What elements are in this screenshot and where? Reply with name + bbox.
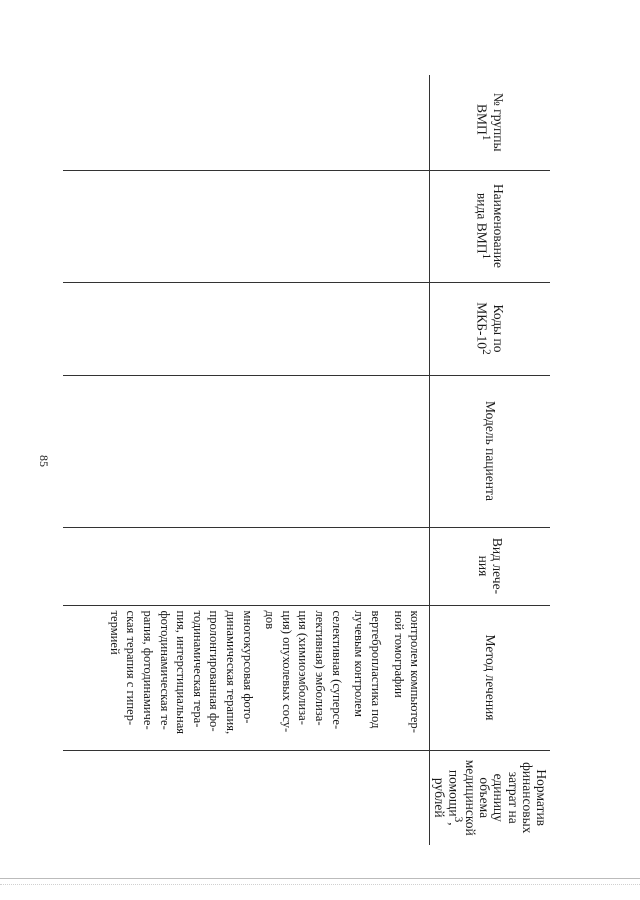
header-vmp-name <box>430 170 550 282</box>
header-treatment-method <box>430 605 550 750</box>
header-icd-codes-sup: 2 <box>480 349 493 355</box>
method-item: селективная (суперсе-лективная) эмболиза-ция (химиоэмболиза-ция) опухолевых сосу-дов <box>263 610 344 733</box>
table-row <box>63 75 430 845</box>
method-item: контролем компьютер-ной томографии <box>391 610 423 733</box>
cell-treatment-method <box>63 605 430 750</box>
header-vmp-name-label: Наименование вида ВМП <box>474 183 507 269</box>
header-financial-norm-unit: , рублей <box>432 777 462 826</box>
rotated-table-container <box>80 75 550 845</box>
cell-icd-codes <box>63 282 430 375</box>
cell-treatment-type <box>63 527 430 605</box>
header-vmp-name-sup: 1 <box>480 253 493 260</box>
vmp-table <box>63 75 550 845</box>
scan-edge-dotted-line <box>0 884 640 886</box>
header-financial-norm-sup: 3 <box>451 816 464 823</box>
table-header-row <box>430 75 550 845</box>
header-financial-norm-label: Норматив финансовых затрат на единицу объема медицинской помощи <box>446 759 549 836</box>
header-treatment-type-label: Вид лече-ния <box>476 537 506 595</box>
cell-vmp-name <box>63 170 430 282</box>
scan-edge-line <box>0 878 640 880</box>
cell-financial-norm <box>63 750 430 845</box>
header-group-number <box>430 75 550 170</box>
header-financial-norm <box>430 750 550 845</box>
method-item: многокурсовая фото-динамическая терапия, пролонгированная фо-тодинамическая тера-пия, интерстициальная фотодинамическая те-рапия, фотодинамиче-ская терапия с гипер-термией <box>107 610 255 735</box>
header-icd-codes <box>430 282 550 375</box>
header-group-number-sup: 1 <box>480 134 493 141</box>
header-group-number-label: № группы ВМП <box>474 92 507 152</box>
header-treatment-method-label: Метод лечения <box>483 634 499 721</box>
cell-patient-model <box>63 375 430 527</box>
header-patient-model-label: Модель пациента <box>483 400 499 502</box>
page-number: 85 <box>37 455 51 467</box>
header-treatment-type <box>430 527 550 605</box>
cell-group-number <box>63 75 430 170</box>
header-patient-model <box>430 375 550 527</box>
header-icd-codes-label: Коды по МКБ-10 <box>474 302 507 353</box>
method-item: вертебропластика под лучевым контролем <box>352 610 383 729</box>
